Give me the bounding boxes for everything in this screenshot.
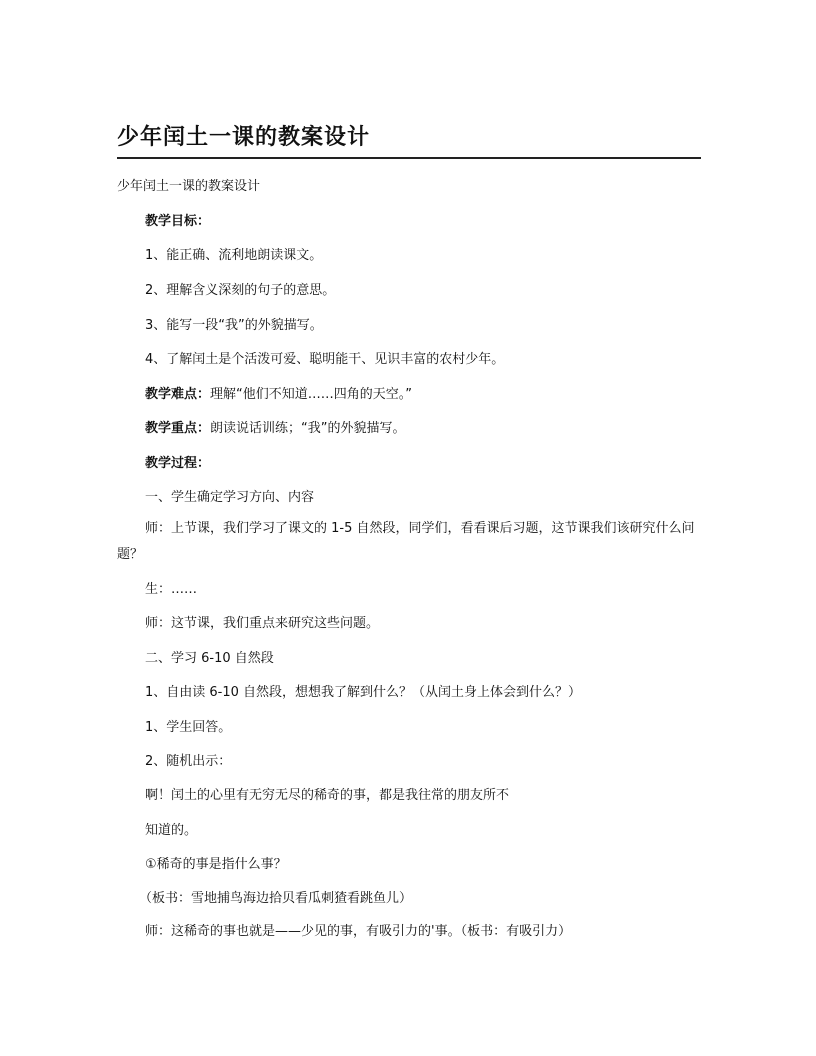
paragraph: 生：……: [145, 582, 198, 597]
focus-label: 教学重点：: [145, 421, 211, 436]
difficulty-text: 理解“他们不知道……四角的天空。”: [210, 387, 412, 402]
question: ①稀奇的事是指什么事？: [145, 857, 287, 872]
focus-text: 朗读说话训练；“我”的外貌描写。: [210, 421, 406, 436]
title-divider: [117, 157, 701, 159]
goals-heading: 教学目标：: [145, 214, 211, 229]
paragraph: 师：上节课，我们学习了课文的 1-5 自然段，同学们，看看课后习题，这节课我们该研究什么问题？: [117, 521, 695, 562]
section-heading: 一、学生确定学习方向、内容: [145, 490, 315, 505]
paragraph: 1、学生回答。: [145, 720, 232, 735]
quote-line: 知道的。: [145, 823, 198, 838]
quote-line: 啊！闰土的心里有无穷无尽的稀奇的事，都是我往常的朋友所不: [145, 788, 510, 803]
focus-line: [117, 419, 701, 439]
section-heading: 二、学习 6-10 自然段: [145, 651, 274, 666]
board-note: （板书：雪地捕鸟海边拾贝看瓜刺猹看跳鱼儿）: [139, 891, 413, 906]
paragraph: 1、自由读 6-10 自然段，想想我了解到什么？（从闰土身上体会到什么？）: [145, 685, 582, 700]
difficulty-line: [117, 385, 701, 405]
paragraph: 2、随机出示：: [145, 754, 232, 769]
page-title: 少年闰土一课的教案设计: [117, 125, 371, 150]
paragraph: 师：这节课，我们重点来研究这些问题。: [145, 616, 380, 631]
goal-item: 4、了解闰土是个活泼可爱、聪明能干、见识丰富的农村少年。: [145, 352, 505, 367]
paragraph: 师：这稀奇的事也就是——少见的事，有吸引力的'事。（板书：有吸引力）: [145, 924, 572, 939]
difficulty-label: 教学难点：: [145, 387, 211, 402]
goal-item: 3、能写一段“我”的外貌描写。: [145, 318, 323, 333]
goal-item: 2、理解含义深刻的句子的意思。: [145, 283, 336, 298]
goal-item: 1、能正确、流利地朗读课文。: [145, 248, 323, 263]
process-heading: 教学过程：: [145, 456, 211, 471]
subtitle: 少年闰土一课的教案设计: [117, 179, 261, 194]
